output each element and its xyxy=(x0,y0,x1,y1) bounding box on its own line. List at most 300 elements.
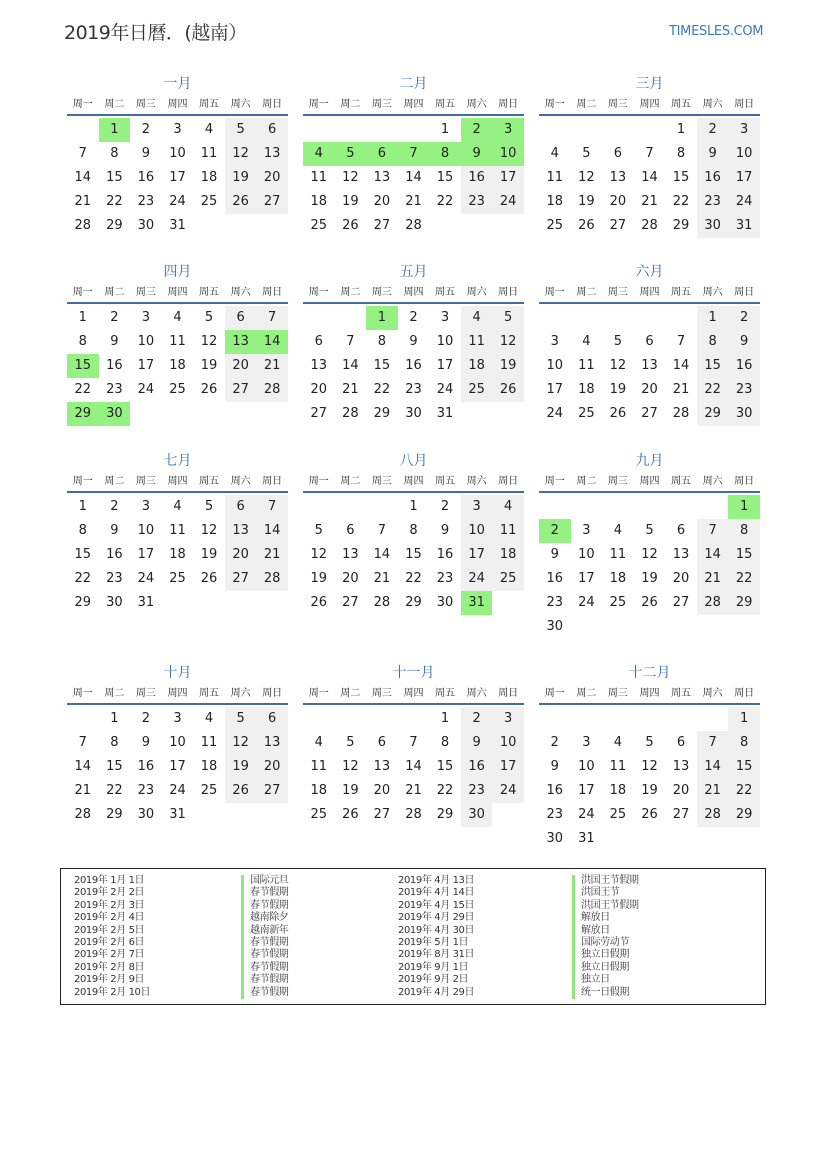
day-cell[interactable]: 21 xyxy=(697,779,729,803)
day-cell[interactable]: 9 xyxy=(440,523,450,538)
day-cell[interactable]: 11 xyxy=(492,519,524,543)
day-cell[interactable]: 1 xyxy=(440,122,450,137)
day-cell[interactable]: 30 xyxy=(106,595,123,610)
day-cell[interactable]: 20 xyxy=(641,382,658,397)
day-cell[interactable]: 18 xyxy=(200,170,218,185)
day-cell[interactable]: 29 xyxy=(106,807,123,822)
day-cell[interactable]: 10 xyxy=(137,334,155,349)
day-cell[interactable]: 16 xyxy=(106,358,123,373)
day-cell[interactable]: 30 xyxy=(137,807,155,822)
day-cell[interactable]: 24 xyxy=(492,190,524,214)
day-cell[interactable]: 26 xyxy=(225,190,257,214)
day-cell[interactable]: 12 xyxy=(200,523,218,538)
day-cell[interactable]: 17 xyxy=(137,358,155,373)
day-cell[interactable]: 19 xyxy=(492,354,524,378)
day-cell[interactable]: 23 xyxy=(697,190,729,214)
day-cell[interactable]: 18 xyxy=(461,354,493,378)
day-cell[interactable]: 1 xyxy=(728,707,760,731)
day-cell[interactable]: 27 xyxy=(310,406,328,421)
day-cell[interactable]: 24 xyxy=(578,807,595,822)
day-cell[interactable]: 5 xyxy=(492,306,524,330)
day-cell[interactable]: 30 xyxy=(546,619,564,634)
day-cell[interactable]: 13 xyxy=(373,170,391,185)
day-cell[interactable]: 1 xyxy=(110,711,119,726)
day-cell[interactable]: 5 xyxy=(225,707,257,731)
day-cell[interactable]: 24 xyxy=(169,783,186,798)
day-cell[interactable]: 17 xyxy=(436,358,454,373)
day-cell[interactable]: 29 xyxy=(106,218,123,233)
day-cell[interactable]: 29 xyxy=(697,402,729,426)
day-cell[interactable]: 5 xyxy=(204,310,214,325)
day-cell[interactable]: 9 xyxy=(697,142,729,166)
day-cell[interactable]: 24 xyxy=(492,779,524,803)
day-cell[interactable]: 20 xyxy=(256,755,288,779)
day-cell[interactable]: 25 xyxy=(310,218,328,233)
day-cell[interactable]: 22 xyxy=(405,571,422,586)
day-cell[interactable]: 7 xyxy=(697,519,729,543)
day-cell[interactable]: 30 xyxy=(137,218,155,233)
day-cell[interactable]: 2 xyxy=(728,306,760,330)
day-cell[interactable]: 7 xyxy=(697,731,729,755)
day-cell[interactable]: 8 xyxy=(728,519,760,543)
day-cell[interactable]: 4 xyxy=(173,310,182,325)
day-cell[interactable]: 30 xyxy=(728,402,760,426)
day-cell[interactable]: 20 xyxy=(373,783,391,798)
day-cell[interactable]: 10 xyxy=(578,547,595,562)
day-cell[interactable]: 23 xyxy=(728,378,760,402)
day-cell[interactable]: 16 xyxy=(546,783,564,798)
day-cell[interactable]: 4 xyxy=(582,334,591,349)
day-cell[interactable]: 13 xyxy=(641,358,658,373)
day-cell[interactable]: 31 xyxy=(436,406,454,421)
day-cell[interactable]: 12 xyxy=(492,330,524,354)
day-cell[interactable]: 15 xyxy=(672,170,690,185)
day-cell[interactable]: 5 xyxy=(335,142,367,166)
day-cell[interactable]: 27 xyxy=(373,807,391,822)
day-cell[interactable]: 2 xyxy=(141,122,151,137)
day-cell[interactable]: 20 xyxy=(225,354,257,378)
day-cell[interactable]: 12 xyxy=(342,170,359,185)
day-cell[interactable]: 23 xyxy=(106,571,123,586)
day-cell[interactable]: 6 xyxy=(613,146,623,161)
day-cell[interactable]: 31 xyxy=(169,218,186,233)
day-cell[interactable]: 24 xyxy=(137,382,155,397)
day-cell[interactable]: 28 xyxy=(74,218,92,233)
day-cell[interactable]: 13 xyxy=(672,547,690,562)
day-cell[interactable]: 18 xyxy=(492,543,524,567)
day-cell[interactable]: 7 xyxy=(78,735,87,750)
day-cell[interactable]: 3 xyxy=(582,735,591,750)
day-cell[interactable]: 10 xyxy=(492,731,524,755)
day-cell[interactable]: 13 xyxy=(256,731,288,755)
day-cell[interactable]: 10 xyxy=(578,759,595,774)
day-cell[interactable]: 2 xyxy=(110,310,119,325)
day-cell[interactable]: 26 xyxy=(342,218,359,233)
day-cell[interactable]: 18 xyxy=(609,783,627,798)
day-cell[interactable]: 16 xyxy=(546,571,564,586)
day-cell[interactable]: 2 xyxy=(141,711,151,726)
day-cell[interactable]: 23 xyxy=(461,779,493,803)
day-cell[interactable]: 7 xyxy=(676,334,686,349)
day-cell[interactable]: 28 xyxy=(405,807,422,822)
day-cell[interactable]: 22 xyxy=(672,194,690,209)
day-cell[interactable]: 6 xyxy=(676,735,686,750)
day-cell[interactable]: 9 xyxy=(550,759,559,774)
day-cell[interactable]: 16 xyxy=(405,358,422,373)
day-cell[interactable]: 20 xyxy=(342,571,359,586)
day-cell[interactable]: 8 xyxy=(440,735,450,750)
day-cell[interactable]: 19 xyxy=(641,571,658,586)
day-cell[interactable]: 19 xyxy=(200,547,218,562)
day-cell[interactable]: 7 xyxy=(256,306,288,330)
day-cell[interactable]: 19 xyxy=(578,194,595,209)
day-cell[interactable]: 16 xyxy=(728,354,760,378)
day-cell[interactable]: 30 xyxy=(99,402,131,426)
day-cell[interactable]: 23 xyxy=(137,783,155,798)
day-cell[interactable]: 11 xyxy=(310,170,328,185)
day-cell[interactable]: 7 xyxy=(409,735,418,750)
day-cell[interactable]: 15 xyxy=(728,543,760,567)
day-cell[interactable]: 26 xyxy=(342,807,359,822)
day-cell[interactable]: 9 xyxy=(110,334,119,349)
day-cell[interactable]: 9 xyxy=(409,334,418,349)
day-cell[interactable]: 17 xyxy=(492,755,524,779)
day-cell[interactable]: 21 xyxy=(74,783,92,798)
day-cell[interactable]: 21 xyxy=(672,382,690,397)
day-cell[interactable]: 20 xyxy=(225,543,257,567)
day-cell[interactable]: 15 xyxy=(697,354,729,378)
day-cell[interactable]: 10 xyxy=(546,358,564,373)
day-cell[interactable]: 24 xyxy=(169,194,186,209)
day-cell[interactable]: 27 xyxy=(373,218,391,233)
day-cell[interactable]: 5 xyxy=(645,735,654,750)
day-cell[interactable]: 2 xyxy=(110,499,119,514)
day-cell[interactable]: 14 xyxy=(74,759,92,774)
day-cell[interactable]: 10 xyxy=(492,142,524,166)
day-cell[interactable]: 19 xyxy=(641,783,658,798)
day-cell[interactable]: 6 xyxy=(314,334,323,349)
day-cell[interactable]: 19 xyxy=(342,194,359,209)
day-cell[interactable]: 25 xyxy=(200,783,218,798)
day-cell[interactable]: 23 xyxy=(106,382,123,397)
day-cell[interactable]: 19 xyxy=(225,166,257,190)
day-cell[interactable]: 16 xyxy=(436,547,454,562)
day-cell[interactable]: 18 xyxy=(200,759,218,774)
day-cell[interactable]: 28 xyxy=(74,807,92,822)
day-cell[interactable]: 29 xyxy=(728,803,760,827)
day-cell[interactable]: 13 xyxy=(256,142,288,166)
day-cell[interactable]: 8 xyxy=(377,334,387,349)
day-cell[interactable]: 25 xyxy=(310,807,328,822)
day-cell[interactable]: 10 xyxy=(436,334,454,349)
day-cell[interactable]: 18 xyxy=(546,194,564,209)
day-cell[interactable]: 22 xyxy=(74,571,92,586)
day-cell[interactable]: 3 xyxy=(461,495,493,519)
day-cell[interactable]: 22 xyxy=(106,783,123,798)
day-cell[interactable]: 8 xyxy=(728,731,760,755)
day-cell[interactable]: 30 xyxy=(405,406,422,421)
day-cell[interactable]: 30 xyxy=(436,595,454,610)
day-cell[interactable]: 31 xyxy=(137,595,155,610)
day-cell[interactable]: 26 xyxy=(492,378,524,402)
day-cell[interactable]: 7 xyxy=(398,142,430,166)
day-cell[interactable]: 1 xyxy=(697,306,729,330)
day-cell[interactable]: 29 xyxy=(405,595,422,610)
day-cell[interactable]: 21 xyxy=(74,194,92,209)
day-cell[interactable]: 13 xyxy=(609,170,627,185)
day-cell[interactable]: 28 xyxy=(373,595,391,610)
day-cell[interactable]: 15 xyxy=(67,354,99,378)
day-cell[interactable]: 6 xyxy=(377,735,387,750)
day-cell[interactable]: 5 xyxy=(613,334,623,349)
day-cell[interactable]: 17 xyxy=(578,783,595,798)
day-cell[interactable]: 11 xyxy=(200,146,218,161)
day-cell[interactable]: 18 xyxy=(609,571,627,586)
day-cell[interactable]: 1 xyxy=(366,306,398,330)
day-cell[interactable]: 30 xyxy=(697,214,729,238)
day-cell[interactable]: 18 xyxy=(169,358,186,373)
day-cell[interactable]: 21 xyxy=(405,783,422,798)
day-cell[interactable]: 9 xyxy=(461,142,493,166)
day-cell[interactable]: 17 xyxy=(169,170,186,185)
day-cell[interactable]: 25 xyxy=(609,595,627,610)
day-cell[interactable]: 12 xyxy=(342,759,359,774)
day-cell[interactable]: 6 xyxy=(225,495,257,519)
day-cell[interactable]: 25 xyxy=(461,378,493,402)
day-cell[interactable]: 21 xyxy=(697,567,729,591)
day-cell[interactable]: 3 xyxy=(582,523,591,538)
day-cell[interactable]: 28 xyxy=(641,218,658,233)
day-cell[interactable]: 29 xyxy=(373,406,391,421)
day-cell[interactable]: 4 xyxy=(461,306,493,330)
day-cell[interactable]: 24 xyxy=(137,571,155,586)
day-cell[interactable]: 14 xyxy=(405,170,422,185)
day-cell[interactable]: 11 xyxy=(310,759,328,774)
day-cell[interactable]: 6 xyxy=(676,523,686,538)
day-cell[interactable]: 26 xyxy=(578,218,595,233)
day-cell[interactable]: 4 xyxy=(492,495,524,519)
day-cell[interactable]: 29 xyxy=(728,591,760,615)
day-cell[interactable]: 6 xyxy=(225,306,257,330)
day-cell[interactable]: 15 xyxy=(436,759,454,774)
day-cell[interactable]: 25 xyxy=(169,382,186,397)
day-cell[interactable]: 3 xyxy=(440,310,450,325)
day-cell[interactable]: 17 xyxy=(169,759,186,774)
day-cell[interactable]: 4 xyxy=(303,142,335,166)
day-cell[interactable]: 7 xyxy=(346,334,355,349)
day-cell[interactable]: 28 xyxy=(672,406,690,421)
day-cell[interactable]: 12 xyxy=(578,170,595,185)
day-cell[interactable]: 24 xyxy=(461,567,493,591)
day-cell[interactable]: 24 xyxy=(546,406,564,421)
day-cell[interactable]: 21 xyxy=(342,382,359,397)
day-cell[interactable]: 21 xyxy=(641,194,658,209)
day-cell[interactable]: 27 xyxy=(256,190,288,214)
day-cell[interactable]: 17 xyxy=(578,571,595,586)
day-cell[interactable]: 17 xyxy=(137,547,155,562)
day-cell[interactable]: 9 xyxy=(728,330,760,354)
day-cell[interactable]: 11 xyxy=(546,170,564,185)
day-cell[interactable]: 3 xyxy=(550,334,559,349)
day-cell[interactable]: 27 xyxy=(225,567,257,591)
day-cell[interactable]: 1 xyxy=(409,499,418,514)
day-cell[interactable]: 4 xyxy=(314,735,323,750)
day-cell[interactable]: 26 xyxy=(310,595,328,610)
day-cell[interactable]: 27 xyxy=(256,779,288,803)
day-cell[interactable]: 4 xyxy=(613,735,623,750)
day-cell[interactable]: 9 xyxy=(110,523,119,538)
day-cell[interactable]: 27 xyxy=(342,595,359,610)
day-cell[interactable]: 21 xyxy=(373,571,391,586)
day-cell[interactable]: 20 xyxy=(672,783,690,798)
day-cell[interactable]: 15 xyxy=(436,170,454,185)
day-cell[interactable]: 14 xyxy=(697,755,729,779)
day-cell[interactable]: 5 xyxy=(346,735,355,750)
day-cell[interactable]: 6 xyxy=(645,334,654,349)
day-cell[interactable]: 15 xyxy=(405,547,422,562)
day-cell[interactable]: 8 xyxy=(429,142,461,166)
day-cell[interactable]: 25 xyxy=(200,194,218,209)
day-cell[interactable]: 11 xyxy=(169,523,186,538)
day-cell[interactable]: 23 xyxy=(405,382,422,397)
day-cell[interactable]: 18 xyxy=(169,547,186,562)
day-cell[interactable]: 5 xyxy=(225,118,257,142)
day-cell[interactable]: 16 xyxy=(106,547,123,562)
day-cell[interactable]: 19 xyxy=(609,382,627,397)
day-cell[interactable]: 12 xyxy=(641,547,658,562)
day-cell[interactable]: 17 xyxy=(546,382,564,397)
day-cell[interactable]: 28 xyxy=(697,803,729,827)
day-cell[interactable]: 27 xyxy=(225,378,257,402)
day-cell[interactable]: 7 xyxy=(377,523,387,538)
day-cell[interactable]: 22 xyxy=(106,194,123,209)
day-cell[interactable]: 2 xyxy=(461,707,493,731)
day-cell[interactable]: 6 xyxy=(256,707,288,731)
day-cell[interactable]: 7 xyxy=(256,495,288,519)
day-cell[interactable]: 9 xyxy=(550,547,559,562)
day-cell[interactable]: 29 xyxy=(436,807,454,822)
day-cell[interactable]: 31 xyxy=(728,214,760,238)
day-cell[interactable]: 1 xyxy=(99,118,131,142)
day-cell[interactable]: 23 xyxy=(546,595,564,610)
day-cell[interactable]: 3 xyxy=(173,122,182,137)
day-cell[interactable]: 13 xyxy=(672,759,690,774)
day-cell[interactable]: 10 xyxy=(137,523,155,538)
day-cell[interactable]: 22 xyxy=(373,382,391,397)
day-cell[interactable]: 19 xyxy=(310,571,328,586)
day-cell[interactable]: 14 xyxy=(697,543,729,567)
day-cell[interactable]: 17 xyxy=(492,166,524,190)
day-cell[interactable]: 7 xyxy=(78,146,87,161)
day-cell[interactable]: 3 xyxy=(173,711,182,726)
brand-logo[interactable]: TIMESLES.COM xyxy=(669,24,764,39)
day-cell[interactable]: 26 xyxy=(641,807,658,822)
day-cell[interactable]: 27 xyxy=(672,807,690,822)
day-cell[interactable]: 14 xyxy=(74,170,92,185)
day-cell[interactable]: 9 xyxy=(461,731,493,755)
day-cell[interactable]: 11 xyxy=(200,735,218,750)
day-cell[interactable]: 26 xyxy=(609,406,627,421)
day-cell[interactable]: 18 xyxy=(578,382,595,397)
day-cell[interactable]: 31 xyxy=(169,807,186,822)
day-cell[interactable]: 24 xyxy=(578,595,595,610)
day-cell[interactable]: 12 xyxy=(310,547,328,562)
day-cell[interactable]: 12 xyxy=(609,358,627,373)
day-cell[interactable]: 14 xyxy=(342,358,359,373)
day-cell[interactable]: 23 xyxy=(546,807,564,822)
day-cell[interactable]: 3 xyxy=(141,499,151,514)
day-cell[interactable]: 13 xyxy=(310,358,328,373)
day-cell[interactable]: 16 xyxy=(137,759,155,774)
day-cell[interactable]: 29 xyxy=(74,595,92,610)
day-cell[interactable]: 1 xyxy=(676,122,686,137)
day-cell[interactable]: 20 xyxy=(310,382,328,397)
day-cell[interactable]: 2 xyxy=(697,118,729,142)
day-cell[interactable]: 30 xyxy=(546,831,564,846)
day-cell[interactable]: 28 xyxy=(342,406,359,421)
day-cell[interactable]: 25 xyxy=(578,406,595,421)
day-cell[interactable]: 27 xyxy=(609,218,627,233)
day-cell[interactable]: 27 xyxy=(672,595,690,610)
day-cell[interactable]: 22 xyxy=(728,567,760,591)
day-cell[interactable]: 24 xyxy=(436,382,454,397)
day-cell[interactable]: 28 xyxy=(256,567,288,591)
day-cell[interactable]: 25 xyxy=(546,218,564,233)
day-cell[interactable]: 16 xyxy=(137,170,155,185)
day-cell[interactable]: 6 xyxy=(256,118,288,142)
day-cell[interactable]: 5 xyxy=(314,523,323,538)
day-cell[interactable]: 23 xyxy=(461,190,493,214)
day-cell[interactable]: 1 xyxy=(78,310,87,325)
day-cell[interactable]: 3 xyxy=(492,118,524,142)
day-cell[interactable]: 28 xyxy=(697,591,729,615)
day-cell[interactable]: 22 xyxy=(728,779,760,803)
day-cell[interactable]: 25 xyxy=(609,807,627,822)
day-cell[interactable]: 8 xyxy=(78,334,87,349)
day-cell[interactable]: 19 xyxy=(225,755,257,779)
day-cell[interactable]: 16 xyxy=(697,166,729,190)
day-cell[interactable]: 15 xyxy=(74,547,92,562)
day-cell[interactable]: 29 xyxy=(67,402,99,426)
day-cell[interactable]: 12 xyxy=(641,759,658,774)
day-cell[interactable]: 31 xyxy=(578,831,595,846)
day-cell[interactable]: 4 xyxy=(173,499,182,514)
day-cell[interactable]: 13 xyxy=(225,330,257,354)
day-cell[interactable]: 21 xyxy=(256,354,288,378)
day-cell[interactable]: 6 xyxy=(346,523,355,538)
day-cell[interactable]: 15 xyxy=(106,759,123,774)
day-cell[interactable]: 1 xyxy=(78,499,87,514)
day-cell[interactable]: 1 xyxy=(440,711,450,726)
day-cell[interactable]: 16 xyxy=(461,166,493,190)
day-cell[interactable]: 2 xyxy=(440,499,450,514)
day-cell[interactable]: 2 xyxy=(539,519,571,543)
day-cell[interactable]: 29 xyxy=(672,218,690,233)
day-cell[interactable]: 5 xyxy=(582,146,591,161)
day-cell[interactable]: 25 xyxy=(169,571,186,586)
day-cell[interactable]: 23 xyxy=(137,194,155,209)
day-cell[interactable]: 26 xyxy=(225,779,257,803)
day-cell[interactable]: 12 xyxy=(225,142,257,166)
day-cell[interactable]: 22 xyxy=(436,783,454,798)
day-cell[interactable]: 13 xyxy=(342,547,359,562)
day-cell[interactable]: 15 xyxy=(728,755,760,779)
day-cell[interactable]: 14 xyxy=(373,547,391,562)
day-cell[interactable]: 14 xyxy=(256,330,288,354)
day-cell[interactable]: 14 xyxy=(672,358,690,373)
day-cell[interactable]: 14 xyxy=(256,519,288,543)
day-cell[interactable]: 22 xyxy=(74,382,92,397)
